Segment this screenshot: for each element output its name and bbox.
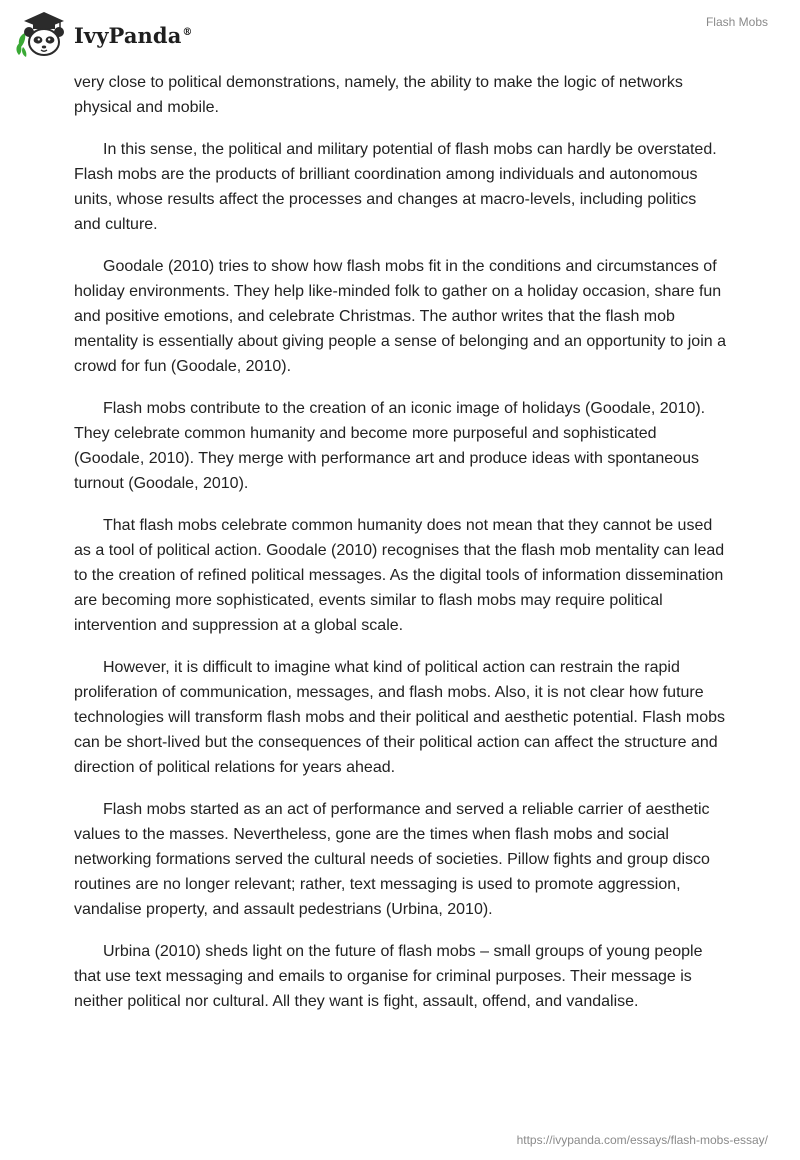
paragraph: Flash mobs contribute to the creation of an iconic image of holidays (Goodale, 2010). They celebrate common humanity and become more purposeful and sophisticated (Goodale, 2010). They merge with performance art and produce ideas with spontaneous turnout (Goodale, 2010). — [74, 400, 706, 492]
page-header — [0, 0, 800, 62]
paragraph: That flash mobs celebrate common humanity does not mean that they cannot be used as a tool of political action. Goodale (2010) recognises that the flash mob mentality can lead to the creation of refined political messages. As the digital tools of information dissemination are becoming more sophisticated, events similar to flash mobs may require political intervention and suppression at a global scale. — [74, 517, 725, 634]
paragraph: very close to political demonstrations, namely, the ability to make the logic of networks physical and mobile. — [74, 74, 683, 116]
paragraph: Goodale (2010) tries to show how flash mobs fit in the conditions and circumstances of holiday environments. They help like-minded folk to gather on a holiday occasion, share fun and positive emotions, and celebrate Christmas. The author writes that the flash mob mentality is essentially about giving people a sense of belonging and an opportunity to join a crowd for fun (Goodale, 2010). — [74, 258, 726, 375]
ivypanda-logo[interactable] — [14, 8, 193, 60]
essay-body — [74, 70, 726, 1031]
paragraph: Flash mobs started as an act of performance and served a reliable carrier of aesthetic values to the masses. Nevertheless, gone are the times when flash mobs and social networking formations served the cultural needs of societies. Pillow fights and group disco routines are no longer relevant; rather, text messaging is used to promote aggression, vandalise property, and assault pedestrians (Urbina, 2010). — [74, 801, 710, 918]
paragraph: In this sense, the political and military potential of flash mobs can hardly be overstated. Flash mobs are the products of brilliant coordination among individuals and autonomous units, whose results affect the processes and changes at macro-levels, including politics and culture. — [74, 141, 717, 233]
paragraph: However, it is difficult to imagine what kind of political action can restrain the rapid proliferation of communication, messages, and flash mobs. Also, it is not clear how future technologies will transform flash mobs and their political and aesthetic potential. Flash mobs can be short-lived but the consequences of their political action can affect the structure and direction of political relations for years ahead. — [74, 659, 725, 776]
panda-graduate-icon — [14, 8, 70, 60]
source-url[interactable]: https://ivypanda.com/essays/flash-mobs-essay/ — [516, 1133, 768, 1147]
registered-mark: ® — [182, 26, 193, 38]
brand-name: IvyPanda® — [74, 22, 193, 48]
paragraph: Urbina (2010) sheds light on the future of flash mobs – small groups of young people that use text messaging and emails to organise for criminal purposes. Their message is neither political nor cultural. All they want is fight, assault, offend, and vandalise. — [74, 943, 703, 1010]
document-title: Flash Mobs — [705, 15, 768, 29]
